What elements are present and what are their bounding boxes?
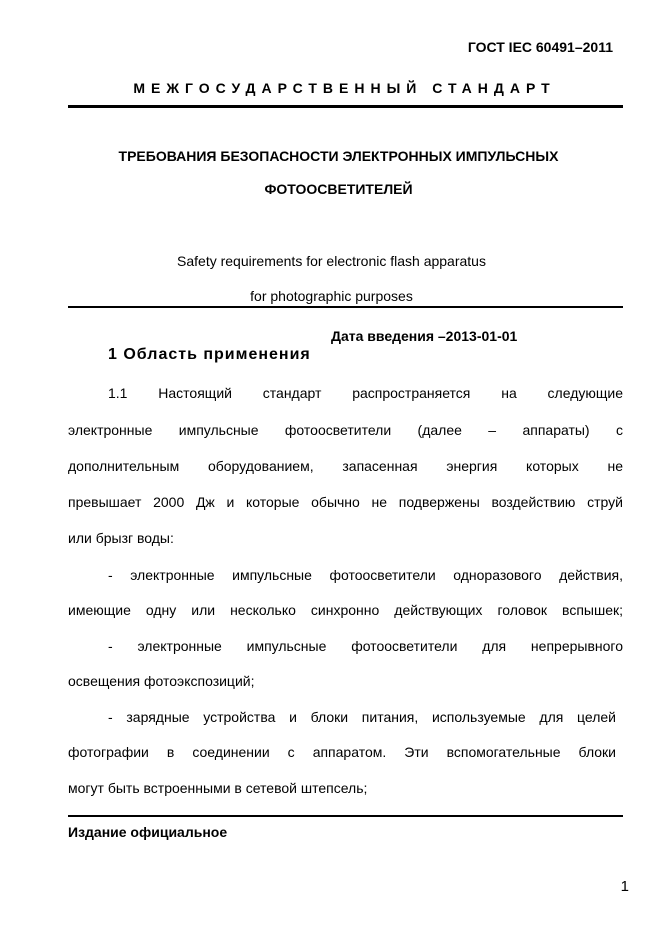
list-item: - электронные импульсные фотоосветители для непрерывного — [108, 638, 623, 654]
title-en-line-1: Safety requirements for electronic flash apparatus — [177, 253, 486, 269]
body-line: фотографии в соединении с аппаратом. Эти вспомогательные блоки — [68, 744, 616, 760]
body-line: могут быть встроенными в сетевой штепсель; — [68, 780, 368, 796]
body-line: электронные импульсные фотоосветители (далее – аппараты) с — [68, 422, 623, 438]
title-rule — [68, 306, 623, 308]
body-line: или брызг воды: — [68, 530, 174, 546]
title-ru-line-2: ФОТООСВЕТИТЕЛЕЙ — [264, 181, 413, 197]
title-en-line-2: for photographic purposes — [250, 288, 413, 304]
footer-rule — [68, 815, 623, 817]
list-item: - электронные импульсные фотоосветители одноразового действия, — [108, 567, 623, 583]
introduction-date: Дата введения –2013-01-01 — [331, 328, 518, 344]
body-line: освещения фотоэкспозиций; — [68, 673, 255, 689]
body-line: превышает 2000 Дж и которые обычно не подвержены воздействию струй — [68, 494, 623, 510]
page-number: 1 — [620, 878, 629, 895]
standard-code: ГОСТ IEC 60491–2011 — [467, 39, 613, 55]
section-heading: 1 Область применения — [108, 346, 311, 363]
body-line: имеющие одну или несколько синхронно действующих головок вспышек; — [68, 602, 623, 618]
title-ru-line-1: ТРЕБОВАНИЯ БЕЗОПАСНОСТИ ЭЛЕКТРОННЫХ ИМПУЛЬСНЫХ — [118, 148, 559, 164]
header-rule — [68, 105, 623, 108]
list-item: - зарядные устройства и блоки питания, используемые для целей — [108, 709, 616, 725]
edition-label: Издание официальное — [68, 824, 228, 840]
body-line: 1.1 Настоящий стандарт распространяется на следующие — [108, 385, 623, 401]
interstate-standard-label: МЕЖГОСУДАРСТВЕННЫЙ СТАНДАРТ — [133, 80, 556, 96]
body-line: дополнительным оборудованием, запасенная энергия которых не — [68, 458, 623, 474]
